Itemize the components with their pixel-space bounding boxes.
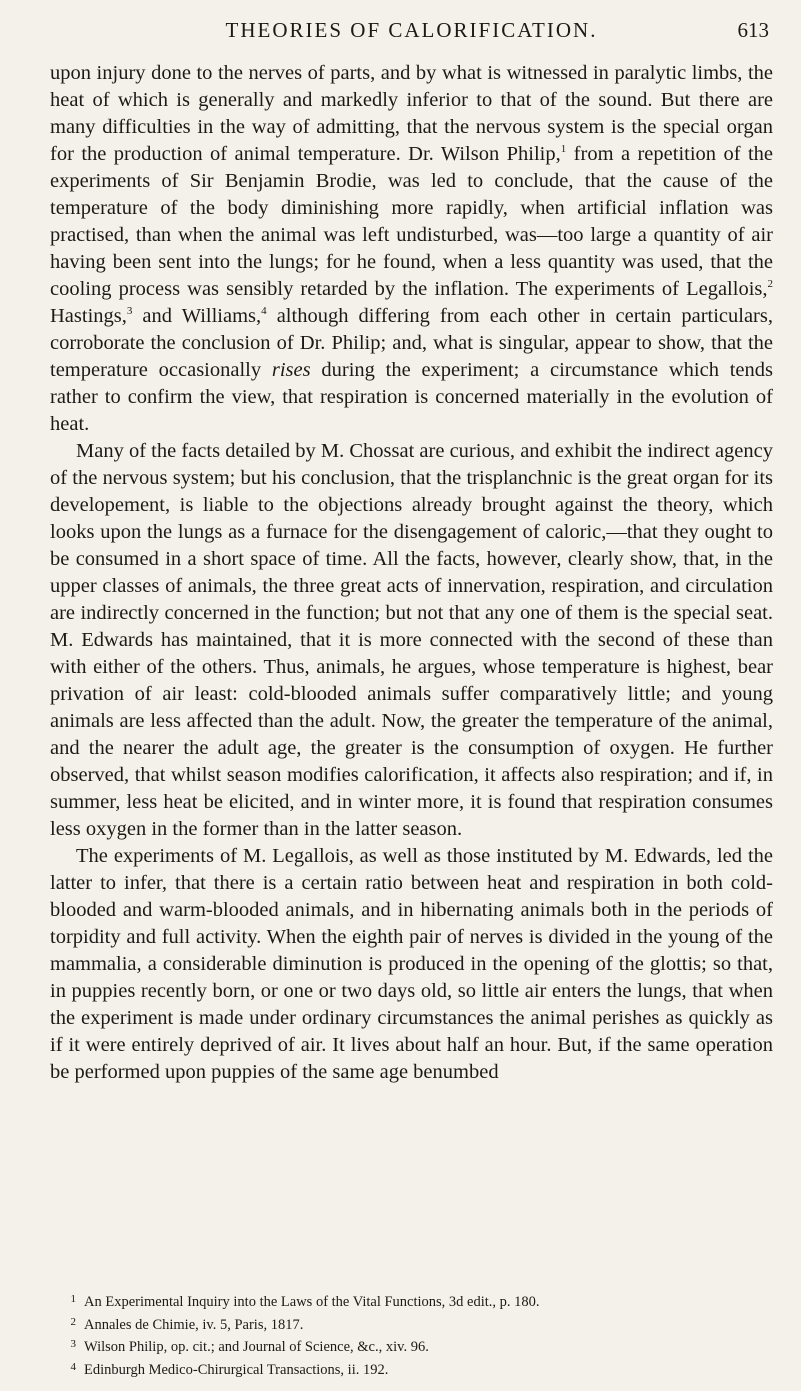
paragraph-text: from a repetition of the experiments of Sir Benjamin Brodie, was led to conclude, that the cause of the temperature of the body diminishing more rapidly, when artificial inflation was practised, than when the animal was left undisturbed, was—too large a quantity of air having been sent into the lungs; for he found, when a less quantity was used, that the cooling process was sensibly retarded by the inflation. The experiments of Legallois,: [50, 143, 773, 300]
footnote-text: An Experimental Inquiry into the Laws of the Vital Functions, 3d edit., p. 180.: [84, 1294, 540, 1310]
running-title: THEORIES OF CALORIFICATION.: [225, 18, 598, 42]
footnote-text: Edinburgh Medico-Chirurgical Transactions, ii. 192.: [84, 1361, 389, 1378]
page-number: 613: [737, 18, 769, 42]
body-text: [50, 60, 773, 1086]
footnote: [50, 1313, 773, 1336]
footnote-mark: 3: [70, 1338, 76, 1350]
running-head: [50, 14, 773, 44]
footnote: [50, 1335, 773, 1358]
footnote-ref: 4: [261, 305, 267, 317]
paragraph-2: Many of the facts detailed by M. Chossat are curious, and exhibit the indirect agency of the nervous system; but his conclusion, that the trisplanchnic is the great organ for its developement, is liable to the objections already brought against the theory, which looks upon the lungs as a furnace for the disengagement of caloric,—that they ought to be consumed in a short space of time. All the facts, however, clearly show, that, in the upper classes of animals, the three great acts of innervation, respiration, and circulation are indirectly concerned in the function; but not that any one of them is the special seat. M. Edwards has maintained, that it is more connected with the second of these than with either of the others. Thus, animals, he argues, whose temperature is highest, bear privation of air least: cold-blooded animals suffer comparatively little; and young animals are less affected than the adult. Now, the greater the temperature of the animal, and the nearer the adult age, the greater is the consumption of oxygen. He further observed, that whilst season modifies calorification, it affects also respiration; and if, in summer, less heat be elicited, and in winter more, it is found that respiration consumes less oxygen in the former than in the latter season.: [50, 440, 773, 840]
paragraph-text: Hastings,: [50, 305, 127, 327]
paragraph-text: during the experiment; a circumstance which tends rather to confirm the view, that respiration is concerned materially in the evolution of heat.: [50, 359, 773, 435]
footnotes: [50, 1290, 773, 1380]
footnote: [50, 1290, 773, 1313]
footnote-ref: 1: [560, 143, 567, 155]
footnote-mark: 2: [70, 1315, 76, 1328]
footnote-text: Wilson Philip, op. cit.; and Journal of Science, &c., xiv. 96.: [84, 1339, 429, 1355]
paragraph-text: and Williams,: [132, 305, 262, 327]
footnote-mark: 4: [70, 1360, 76, 1373]
footnote: [50, 1358, 773, 1381]
paragraph-1: [50, 60, 773, 438]
paragraph-3: The experiments of M. Legallois, as well as those instituted by M. Edwards, led the latter to infer, that there is a certain ratio between heat and respiration in both cold-blooded and warm-blooded animals, and in hibernating animals both in the periods of torpidity and full activity. When the eighth pair of nerves is divided in the young of the mammalia, a considerable diminution is produced in the opening of the glottis; so that, in puppies recently born, or one or two days old, so little air enters the lungs, that when the experiment is made under ordinary circumstances the animal perishes as quickly as if it were entirely deprived of air. It lives about half an hour. But, if the same operation be performed upon puppies of the same age benumbed: [50, 845, 773, 1083]
emphasis: rises: [271, 359, 311, 381]
footnote-mark: 1: [70, 1293, 76, 1305]
footnote-text: Annales de Chimie, iv. 5, Paris, 1817.: [84, 1316, 304, 1333]
footnote-ref: 2: [767, 278, 773, 290]
paragraph-text: although differing from each other in certain particulars, corroborate the conclusion of Dr. Philip; and, what is singular, appear to show, that the temperature occasionally: [50, 305, 773, 381]
paragraph-text: upon injury done to the nerves of parts, and by what is witnessed in paralytic limbs, the heat of which is generally and markedly inferior to that of the sound. But there are many difficulties in the way of admitting, that the nervous system is the special organ for the production of animal temperature. Dr. Wilson Philip,: [50, 62, 773, 165]
footnote-ref: 3: [126, 305, 133, 317]
